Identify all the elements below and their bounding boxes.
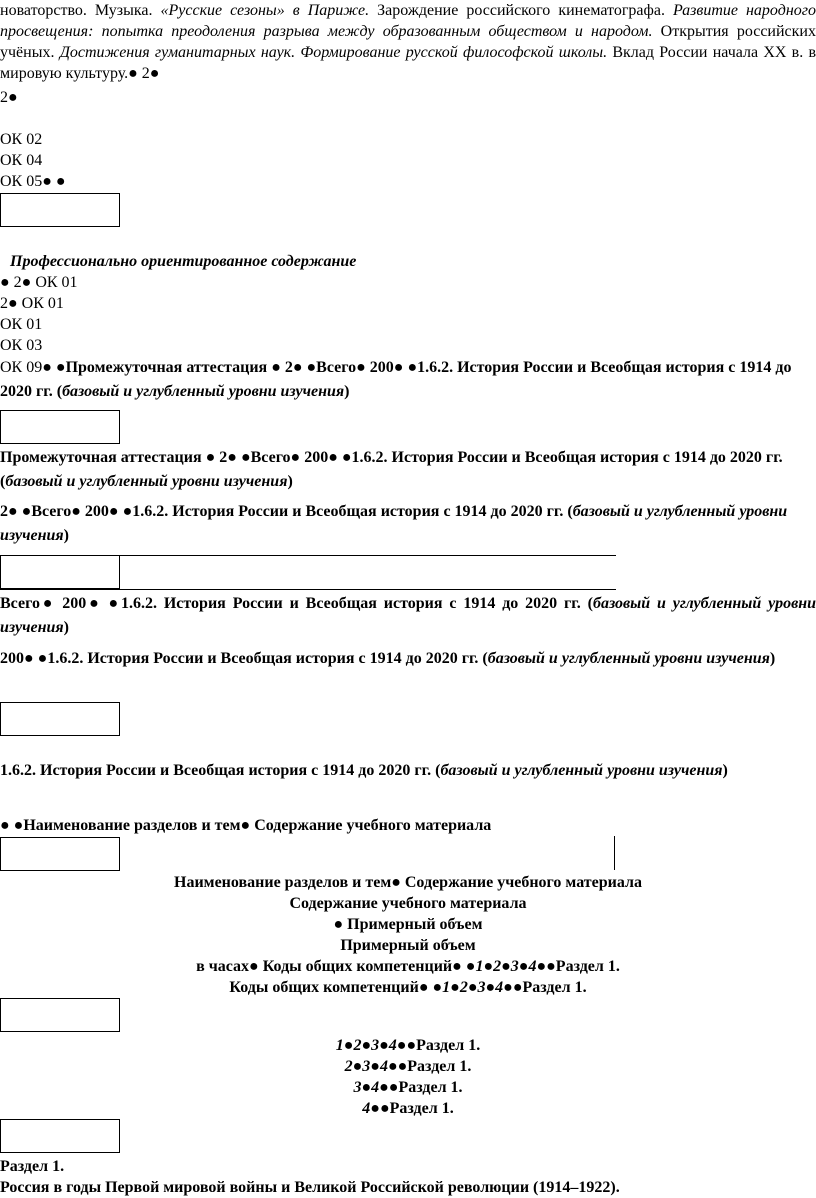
ok-item: 2● ОК 01 xyxy=(0,295,64,312)
center-line: 3●4●●Раздел 1. xyxy=(353,1079,463,1096)
center-line: 1●2●3●4●●Раздел 1. xyxy=(335,1037,481,1054)
center-line: ● Примерный объем xyxy=(333,916,483,933)
table-rule xyxy=(0,870,120,871)
section-title: Россия в годы Первой мировой войны и Великой Российской революции (1914–1922). xyxy=(0,1179,620,1196)
hours-paragraph: 200● ●1.6.2. История России и Всеобщая история с 1914 до 2020 гг. (базовый и углубленный уровни изучения) xyxy=(0,650,776,667)
prof-heading: Профессионально ориентированное содержание xyxy=(10,253,357,270)
course-title-paragraph: 1.6.2. История России и Всеобщая история с 1914 до 2020 гг. (базовый и углубленный уровни изучения) xyxy=(0,762,728,779)
center-line: 2●3●4●●Раздел 1. xyxy=(344,1058,472,1075)
center-line: 4●●Раздел 1. xyxy=(362,1100,454,1117)
ok-item: ОК 01 xyxy=(0,316,43,333)
total-paragraph: Всего● 200● ●1.6.2. История России и Всеобщая история с 1914 до 2020 гг. (базовый и углубленный уровни изучения) xyxy=(0,595,816,636)
center-line: Примерный объем xyxy=(340,937,476,954)
table-cell-box xyxy=(0,410,120,444)
table-cell-box xyxy=(0,555,120,589)
ok-item: ОК 04 xyxy=(0,152,43,169)
table-rule xyxy=(0,589,616,590)
ok09-paragraph: ОК 09● ●Промежуточная аттестация ● 2● ●Всего● 200● ●1.6.2. История России и Всеобщая история с 1914 до 2020 гг. (базовый и углубленный уровни изучения) xyxy=(0,359,792,400)
line-2: 2● xyxy=(0,89,18,106)
ok-item: ОК 05● ● xyxy=(0,173,66,190)
center-line: в часах● Коды общих компетенций● ●1●2●3●4●●Раздел 1. xyxy=(196,958,620,975)
center-header-block xyxy=(0,872,816,998)
table-cell-box xyxy=(0,702,120,736)
table-cell-box xyxy=(0,837,120,871)
sections-header-line: ● ●Наименование разделов и тем● Содержание учебного материала xyxy=(0,817,492,834)
total-paragraph-2: 2● ●Всего● 200● ●1.6.2. История России и Всеобщая история с 1914 до 2020 гг. (базовый и углубленный уровни изучения) xyxy=(0,503,788,544)
ok-item: ОК 03 xyxy=(0,337,43,354)
center-line: Коды общих компетенций● ●1●2●3●4●●Раздел 1. xyxy=(229,979,587,996)
table-rule xyxy=(614,836,615,870)
ok-item: ● 2● ОК 01 xyxy=(0,274,78,291)
center-section-block xyxy=(0,1035,816,1119)
table-cell-box xyxy=(0,998,120,1032)
ok-list-1 xyxy=(0,129,816,192)
table-cell-box xyxy=(0,193,120,227)
center-line: Содержание учебного материала xyxy=(289,895,527,912)
top-paragraph: новаторство. Музыка. «Русские сезоны» в Париже. Зарождение российского кинематографа. Развитие народного просвещения: попытка преодоления разрыва между образованным обществом и народом. Открытия российских учёных. Достижения гуманитарных наук. Формирование русской философской школы. Вклад России начала XX в. в мировую культуру.● 2● xyxy=(0,2,816,82)
ok-item: ОК 02 xyxy=(0,131,43,148)
center-line: Наименование разделов и тем● Содержание учебного материала xyxy=(174,874,642,891)
ok-list-2 xyxy=(0,272,816,356)
table-cell-box xyxy=(0,1119,120,1153)
section-label: Раздел 1. xyxy=(0,1158,65,1175)
attestation-paragraph: Промежуточная аттестация ● 2● ●Всего● 200● ●1.6.2. История России и Всеобщая история с 1914 до 2020 гг. (базовый и углубленный уровни изучения) xyxy=(0,449,783,490)
